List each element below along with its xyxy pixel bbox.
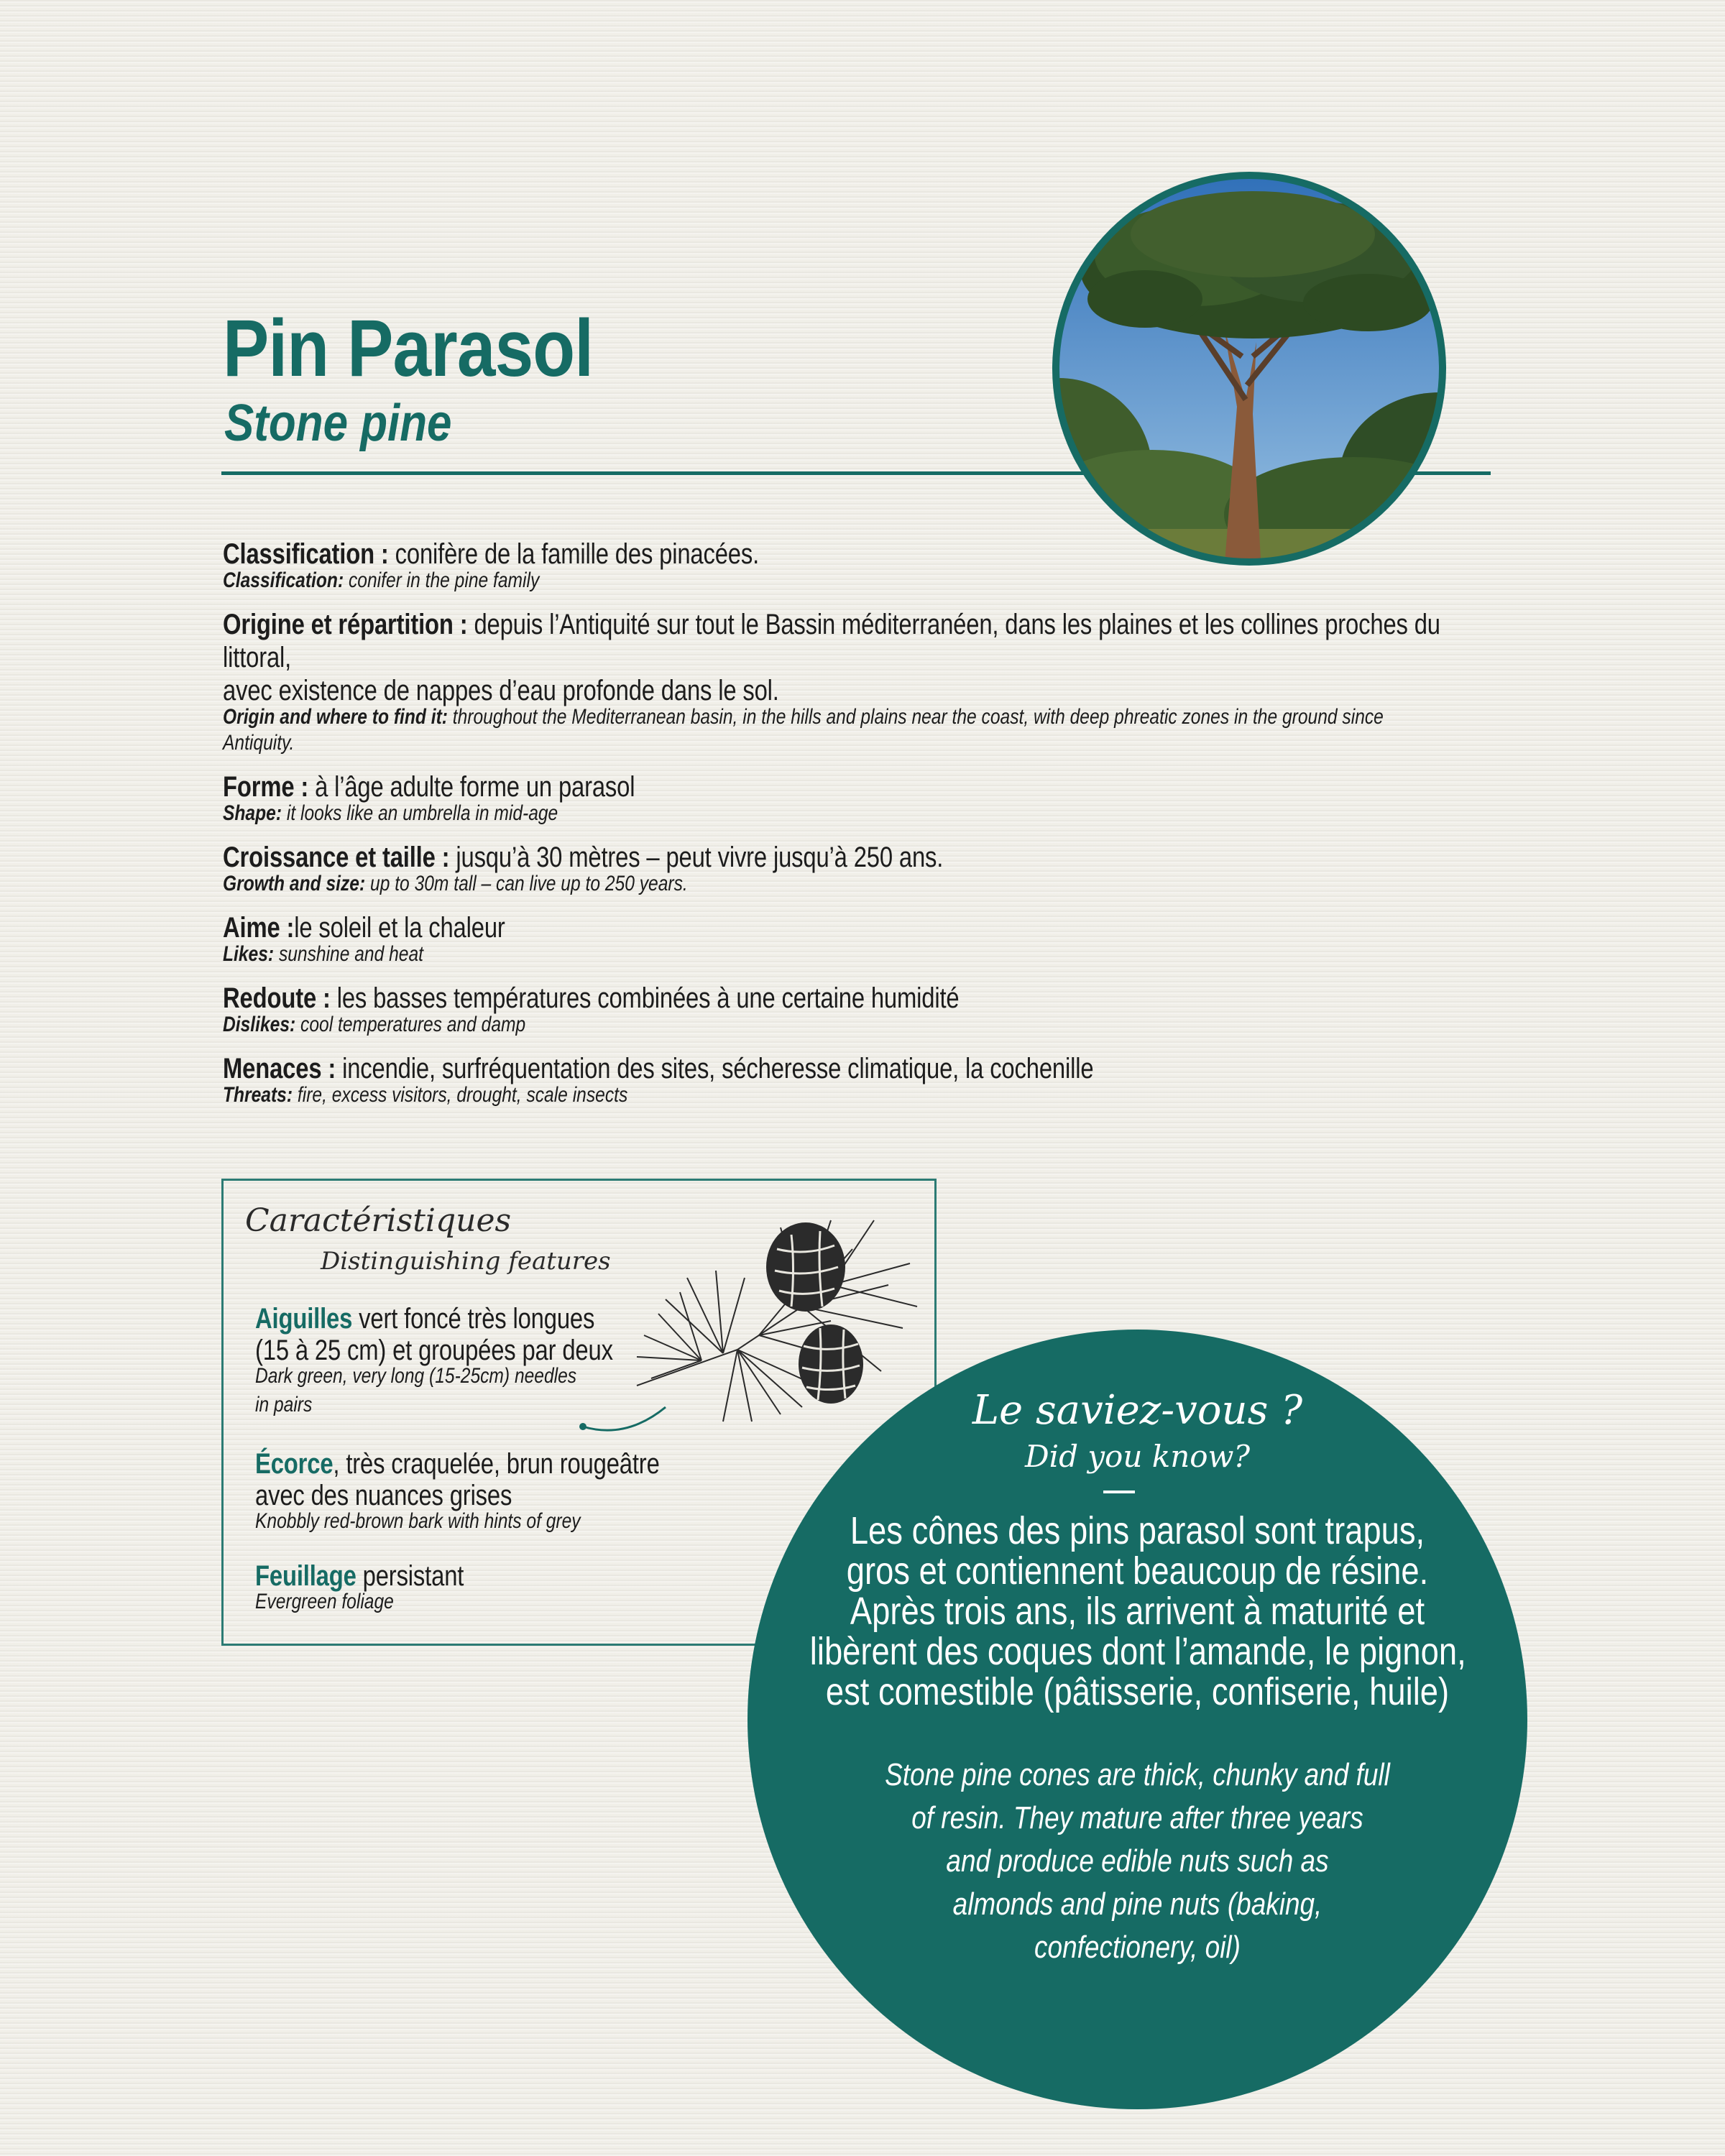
text-line: confectionery, oil) (1034, 1930, 1241, 1965)
feature-label: Aiguilles (255, 1303, 353, 1335)
text-line: Après trois ans, ils arrivent à maturité et (850, 1590, 1425, 1633)
info-likes (223, 911, 1517, 969)
info-label-en: Likes: (223, 942, 275, 966)
info-label: Origine et répartition : (223, 609, 468, 640)
feature-text: vert foncé très longues (352, 1303, 595, 1335)
info-label: Forme : (223, 771, 309, 803)
info-text-en: sunshine and heat (274, 942, 424, 966)
info-text-en: it looks like an umbrella in mid-age (282, 801, 558, 825)
info-text-en: fire, excess visitors, drought, scale insects (293, 1083, 628, 1107)
stone-pine-photo (1008, 170, 1490, 572)
info-text: depuis l’Antiquité sur tout le Bassin méditerranéen, dans les plaines et les collines proches du littoral, (223, 609, 1440, 673)
info-threats (223, 1052, 1517, 1110)
info-label: Aime : (223, 912, 295, 944)
feature-label: Feuillage (255, 1560, 356, 1592)
text-line: of resin. They mature after three years (911, 1800, 1363, 1835)
feature-text-line2: (15 à 25 cm) et groupées par deux (255, 1335, 613, 1366)
page-subtitle: Stone pine (224, 395, 452, 452)
feature-text: , très craquelée, brun rougeâtre (333, 1448, 660, 1480)
info-label-en: Growth and size: (223, 872, 366, 895)
feature-text: persistant (356, 1560, 464, 1592)
info-text-en-line2: Antiquity. (223, 731, 295, 755)
info-shape (223, 770, 1517, 828)
info-text: à l’âge adulte forme un parasol (308, 771, 635, 803)
did-you-know-title: Le saviez-vous ? (972, 1387, 1303, 1434)
info-label: Classification : (223, 538, 389, 570)
text-line: est comestible (pâtisserie, confiserie, huile) (825, 1670, 1450, 1713)
text-line: gros et contiennent beaucoup de résine. (846, 1549, 1429, 1593)
info-growth (223, 841, 1517, 898)
did-you-know-text-fr (810, 1511, 1465, 1712)
text-line: almonds and pine nuts (baking, (952, 1886, 1322, 1922)
info-classification (223, 538, 1517, 595)
page-title: Pin Parasol (223, 303, 594, 393)
info-text: incendie, surfréquentation des sites, sécheresse climatique, la cochenille (336, 1053, 1094, 1084)
info-text-en: up to 30m tall – can live up to 250 years. (365, 872, 688, 895)
info-text: jusqu’à 30 mètres – peut vivre jusqu’à 250 ans. (449, 842, 944, 873)
info-label: Menaces : (223, 1053, 336, 1084)
did-you-know-text-en (810, 1754, 1465, 1969)
info-text: le soleil et la chaleur (294, 912, 505, 944)
info-text: les basses températures combinées à une certaine humidité (330, 982, 960, 1014)
info-label-en: Threats: (223, 1083, 293, 1107)
features-subtitle: Distinguishing features (321, 1247, 611, 1276)
feature-text-en: Dark green, very long (15-25cm) needles (255, 1364, 577, 1388)
divider (1103, 1491, 1135, 1493)
info-text-line2: avec existence de nappes d’eau profonde dans le sol. (223, 675, 779, 706)
info-text-en: throughout the Mediterranean basin, in the hills and plains near the coast, with deep phreatic zones in the ground since (447, 705, 1384, 729)
did-you-know-circle (748, 1330, 1527, 2109)
feature-text-en: Knobbly red-brown bark with hints of grey (255, 1509, 581, 1533)
text-line: Les cônes des pins parasol sont trapus, (850, 1509, 1425, 1552)
info-label: Redoute : (223, 982, 331, 1014)
text-line: and produce edible nuts such as (946, 1843, 1329, 1879)
info-label-en: Classification: (223, 568, 344, 592)
feature-text-line2: avec des nuances grises (255, 1480, 512, 1511)
features-title: Caractéristiques (245, 1202, 512, 1239)
feature-label: Écorce (255, 1448, 334, 1480)
info-label: Croissance et taille : (223, 842, 450, 873)
text-line: libèrent des coques dont l’amande, le pignon, (809, 1630, 1466, 1673)
info-label-en: Dislikes: (223, 1013, 296, 1036)
text-line: Stone pine cones are thick, chunky and full (885, 1757, 1390, 1792)
info-origin (223, 608, 1517, 757)
species-info (223, 538, 1517, 1123)
feature-text-en: Evergreen foliage (255, 1590, 394, 1613)
info-text-en: cool temperatures and damp (295, 1013, 526, 1036)
info-text: conifère de la famille des pinacées. (388, 538, 760, 570)
feature-text-en-line2: in pairs (255, 1393, 313, 1416)
did-you-know-subtitle: Did you know? (1024, 1439, 1250, 1474)
info-label-en: Shape: (223, 801, 282, 825)
info-label-en: Origin and where to find it: (223, 705, 448, 729)
info-dislikes (223, 982, 1517, 1039)
info-text-en: conifer in the pine family (344, 568, 540, 592)
